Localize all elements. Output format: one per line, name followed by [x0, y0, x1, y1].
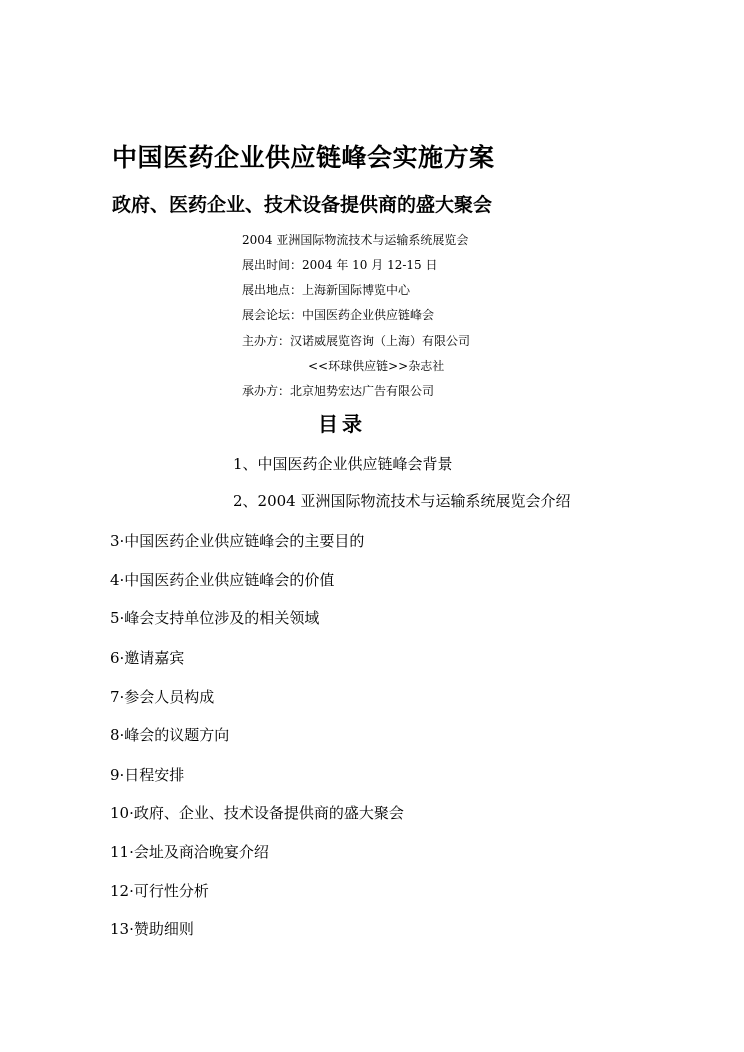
document-subtitle: 政府、医药企业、技术设备提供商的盛大聚会: [112, 194, 493, 216]
info-undertaker: 承办方：北京旭势宏达广告有限公司: [242, 384, 435, 398]
toc-item-8: 8·峰会的议题方向: [110, 726, 230, 744]
toc-item-7: 7·参会人员构成: [110, 688, 215, 706]
info-co-organizer: <<环球供应链>>杂志社: [308, 359, 445, 373]
toc-item-3: 3·中国医药企业供应链峰会的主要目的: [110, 532, 365, 550]
toc-heading: 目录: [318, 412, 366, 436]
toc-item-11: 11·会址及商洽晚宴介绍: [110, 843, 269, 861]
info-organizer: 主办方：汉诺威展览咨询（上海）有限公司: [242, 334, 471, 348]
toc-item-10: 10·政府、企业、技术设备提供商的盛大聚会: [110, 804, 404, 822]
toc-item-12: 12·可行性分析: [110, 882, 209, 900]
info-venue: 展出地点：上海新国际博览中心: [242, 283, 411, 297]
toc-item-13: 13·赞助细则: [110, 920, 194, 938]
document-title: 中国医药企业供应链峰会实施方案: [112, 143, 495, 172]
info-time: 展出时间：2004 年 10 月 12-15 日: [242, 258, 438, 272]
toc-item-9: 9·日程安排: [110, 766, 185, 784]
toc-item-5: 5·峰会支持单位涉及的相关领域: [110, 609, 320, 627]
toc-item-6: 6·邀请嘉宾: [110, 649, 185, 667]
toc-item-4: 4·中国医药企业供应链峰会的价值: [110, 571, 335, 589]
info-exhibition: 2004 亚洲国际物流技术与运输系统展览会: [242, 233, 469, 247]
info-forum: 展会论坛：中国医药企业供应链峰会: [242, 308, 435, 322]
toc-item-1: 1、中国医药企业供应链峰会背景: [233, 455, 453, 473]
toc-item-2: 2、2004 亚洲国际物流技术与运输系统展览会介绍: [233, 492, 571, 510]
